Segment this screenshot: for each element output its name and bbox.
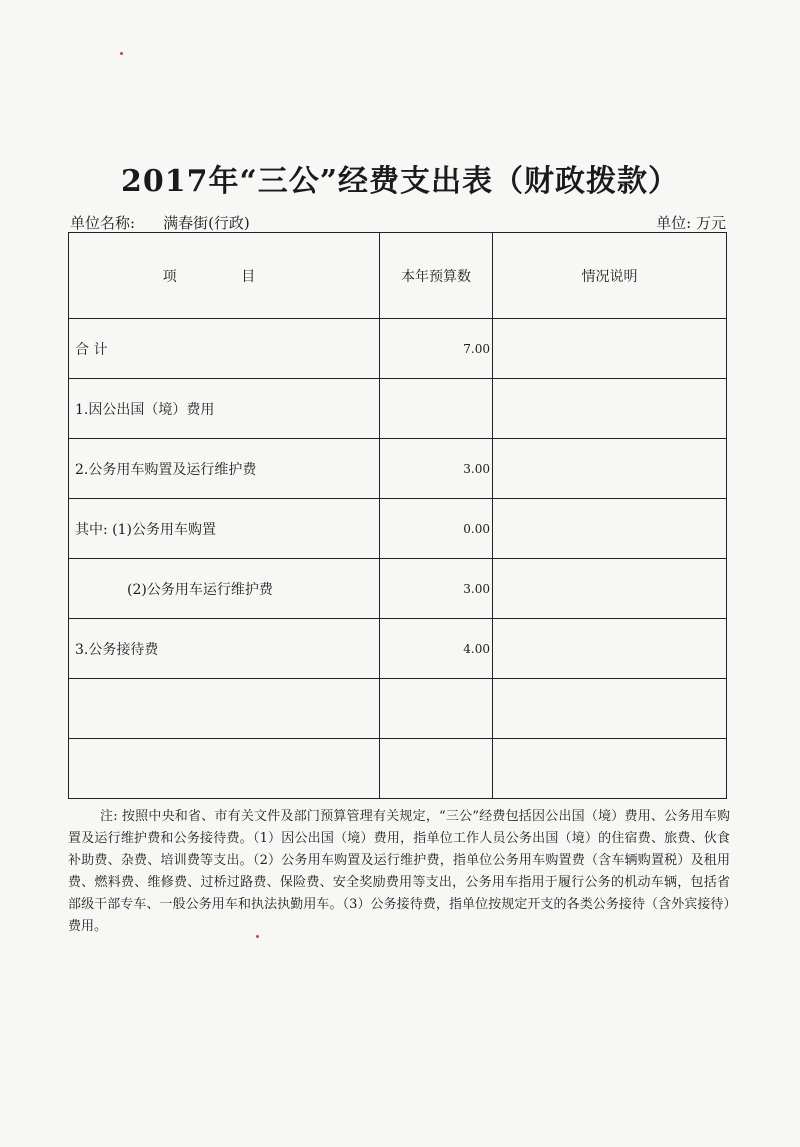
table-row [69, 559, 727, 619]
row-item [69, 739, 380, 799]
row-note [493, 739, 727, 799]
unit-label: 单位名称: [70, 214, 136, 232]
row-note [493, 619, 727, 679]
row-item: 合 计 [69, 319, 380, 379]
row-budget: 3.00 [380, 439, 493, 499]
row-note [493, 679, 727, 739]
table-row [69, 619, 727, 679]
row-budget: 0.00 [380, 499, 493, 559]
table-row [69, 499, 727, 559]
unit-info [70, 212, 250, 233]
expenditure-table [68, 232, 727, 799]
row-item: 1.因公出国（境）费用 [69, 379, 380, 439]
unit-name: 满春街(行政) [163, 214, 250, 232]
row-budget: 7.00 [380, 319, 493, 379]
currency-unit: 单位: 万元 [656, 214, 726, 232]
row-budget [380, 739, 493, 799]
row-note [493, 439, 727, 499]
table-row [69, 379, 727, 439]
row-note [493, 319, 727, 379]
row-note [493, 559, 727, 619]
row-item: 2.公务用车购置及运行维护费 [69, 439, 380, 499]
header-notes: 情况说明 [493, 233, 727, 319]
row-item: 3.公务接待费 [69, 619, 380, 679]
row-budget: 3.00 [380, 559, 493, 619]
row-budget [380, 679, 493, 739]
table-row [69, 439, 727, 499]
footnote: 注: 按照中央和省、市有关文件及部门预算管理有关规定，“三公”经费包括因公出国（境）费用、公务用车购置及运行维护费和公务接待费。（1）因公出国（境）费用，指单位工作人员公务出国（境）的住宿费、旅费、伙食补助费、杂费、培训费等支出。（2）公务用车购置及运行维护费，指单位公务用车购置费（含车辆购置税）及租用费、燃料费、维修费、过桥过路费、保险费、安全奖励费用等支出，公务用车指用于履行公务的机动车辆，包括省部级干部专车、一般公务用车和执法执勤用车。（3）公务接待费，指单位按规定开支的各类公务接待（含外宾接待）费用。 [68, 809, 730, 934]
table-header-row [69, 233, 727, 319]
row-item: 其中: (1)公务用车购置 [69, 499, 380, 559]
table-row [69, 739, 727, 799]
page-title: 2017年“三公”经费支出表（财政拨款） [120, 164, 679, 199]
row-item: (2)公务用车运行维护费 [69, 559, 380, 619]
table-row [69, 679, 727, 739]
table-row [69, 319, 727, 379]
header-item: 项 目 [69, 233, 380, 319]
row-budget: 4.00 [380, 619, 493, 679]
header-budget: 本年预算数 [380, 233, 493, 319]
row-note [493, 499, 727, 559]
row-item [69, 679, 380, 739]
scan-speck [120, 52, 123, 55]
row-budget [380, 379, 493, 439]
scan-speck [256, 935, 259, 938]
row-note [493, 379, 727, 439]
